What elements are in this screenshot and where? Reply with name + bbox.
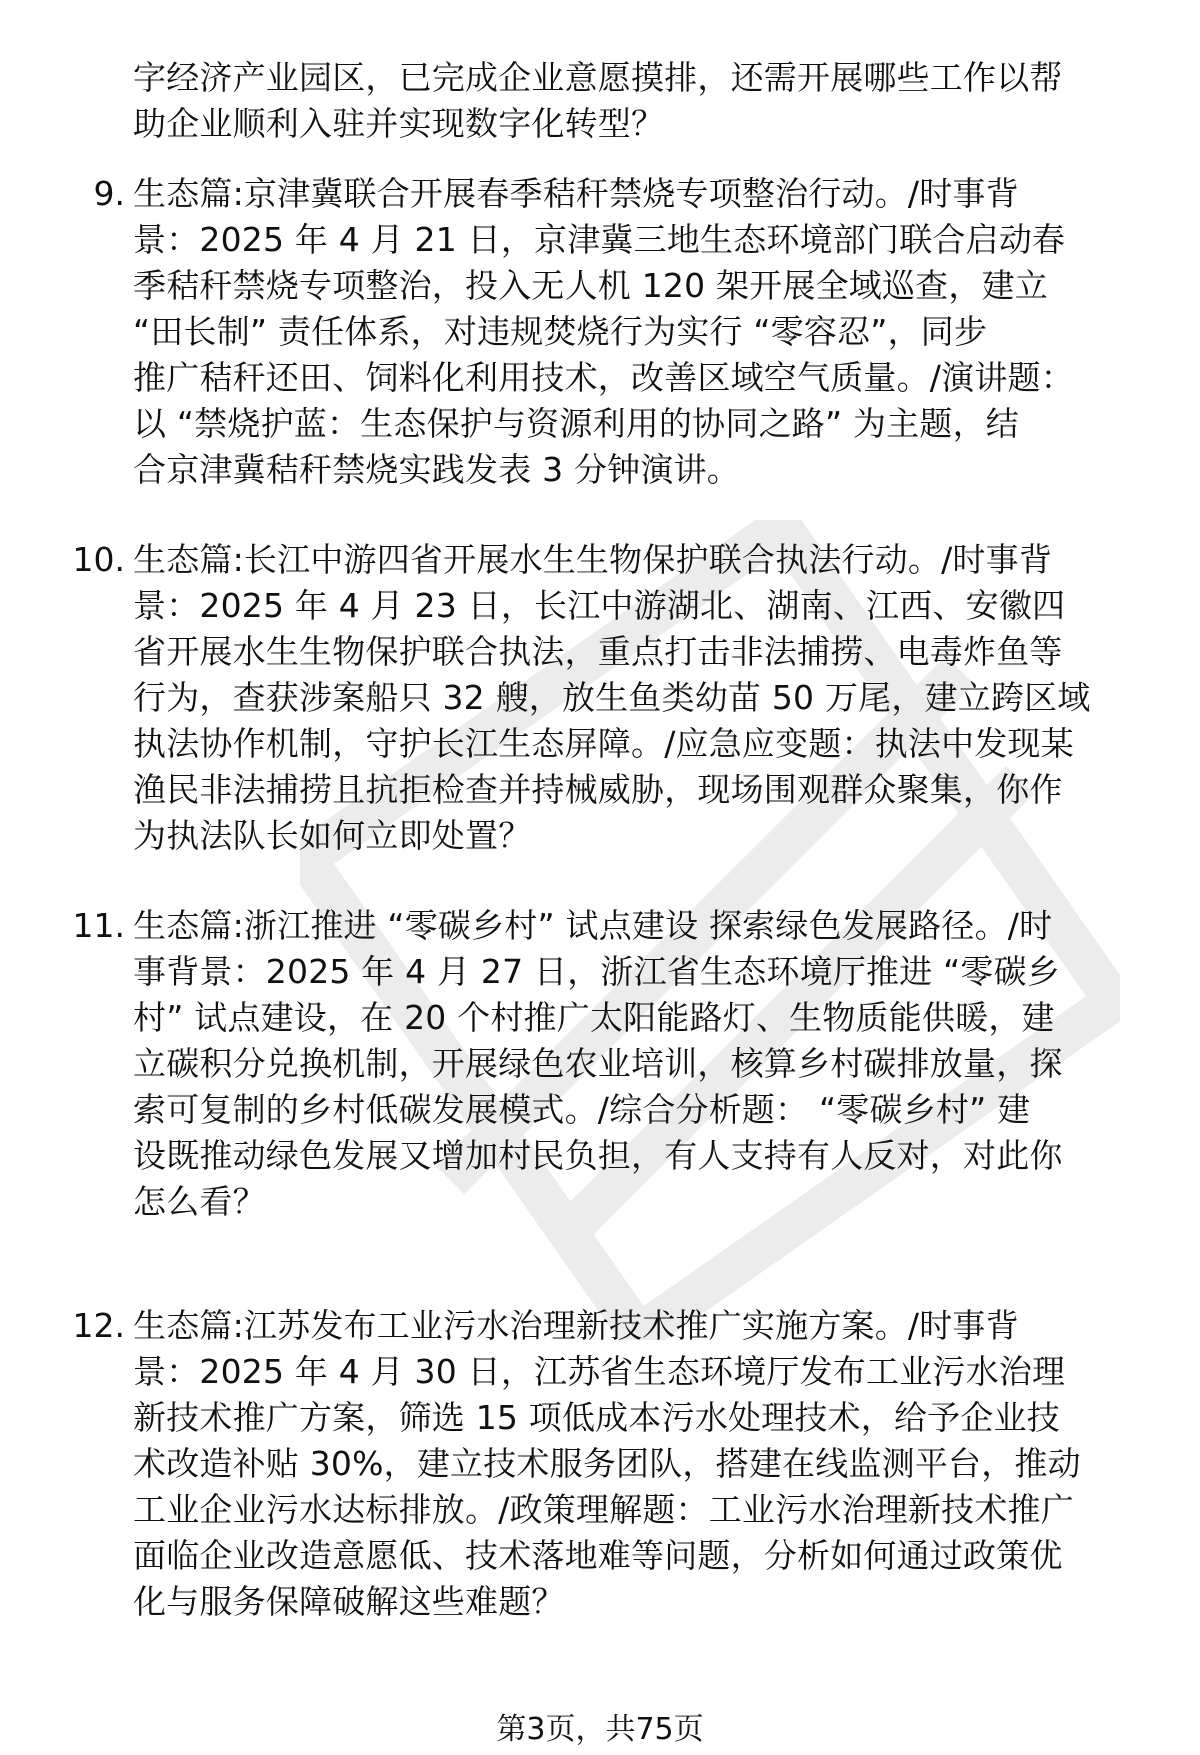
text-line: 生态篇:京津冀联合开展春季秸秆禁烧专项整治行动。/时事背 — [133, 174, 1019, 213]
text-line: 景：2025 年 4 月 23 日，长江中游湖北、湖南、江西、安徽四 — [133, 586, 1066, 625]
text-line: 为执法队长如何立即处置？ — [133, 816, 532, 855]
text-line: 行为，查获涉案船只 32 艘，放生鱼类幼苗 50 万尾，建立跨区域 — [133, 678, 1091, 717]
item-number: 12. — [72, 1306, 125, 1345]
text-line: 景：2025 年 4 月 30 日，江苏省生态环境厅发布工业污水治理 — [133, 1352, 1066, 1391]
text-line: 渔民非法捕捞且抗拒检查并持械威胁，现场围观群众聚集，你作 — [133, 770, 1063, 809]
text-line: 怎么看？ — [133, 1182, 266, 1221]
text-line: 工业企业污水达标排放。/政策理解题：工业污水治理新技术推广 — [133, 1490, 1074, 1529]
item-text — [133, 903, 1163, 1225]
text-line: 推广秸秆还田、饲料化利用技术，改善区域空气质量。/演讲题： — [133, 358, 1074, 397]
text-line: 字经济产业园区，已完成企业意愿摸排，还需开展哪些工作以帮 — [133, 58, 1063, 97]
continuation-paragraph — [133, 55, 1163, 147]
text-line: 事背景：2025 年 4 月 27 日，浙江省生态环境厅推进 “零碳乡 — [133, 952, 1061, 991]
text-line: 执法协作机制，守护长江生态屏障。/应急应变题：执法中发现某 — [133, 724, 1074, 763]
item-text — [133, 1303, 1163, 1625]
text-line: 立碳积分兑换机制，开展绿色农业培训，核算乡村碳排放量，探 — [133, 1044, 1063, 1083]
text-line: 面临企业改造意愿低、技术落地难等问题，分析如何通过政策优 — [133, 1536, 1063, 1575]
item-text — [133, 171, 1163, 493]
text-line: 助企业顺利入驻并实现数字化转型？ — [133, 104, 665, 143]
text-line: 化与服务保障破解这些难题？ — [133, 1582, 565, 1621]
item-number: 9. — [93, 174, 125, 213]
text-line: 季秸秆禁烧专项整治，投入无人机 120 架开展全域巡查，建立 — [133, 266, 1048, 305]
item-number: 10. — [72, 540, 125, 579]
text-line: 索可复制的乡村低碳发展模式。/综合分析题： “零碳乡村” 建 — [133, 1090, 1031, 1129]
text-line: 合京津冀秸秆禁烧实践发表 3 分钟演讲。 — [133, 450, 740, 489]
text-line: 设既推动绿色发展又增加村民负担，有人支持有人反对，对此你 — [133, 1136, 1063, 1175]
text-line: 村” 试点建设，在 20 个村推广太阳能路灯、生物质能供暖，建 — [133, 998, 1055, 1037]
text-line: 景：2025 年 4 月 21 日，京津冀三地生态环境部门联合启动春 — [133, 220, 1066, 259]
text-line: 术改造补贴 30%，建立技术服务团队，搭建在线监测平台，推动 — [133, 1444, 1081, 1483]
text-line: “田长制” 责任体系，对违规焚烧行为实行 “零容忍”，同步 — [133, 312, 988, 351]
text-line: 新技术推广方案，筛选 15 项低成本污水处理技术，给予企业技 — [133, 1398, 1060, 1437]
item-text — [133, 537, 1163, 859]
text-line: 生态篇:浙江推进 “零碳乡村” 试点建设 探索绿色发展路径。/时 — [133, 906, 1053, 945]
text-line: 以 “禁烧护蓝：生态保护与资源利用的协同之路” 为主题，结 — [133, 404, 1019, 443]
item-number: 11. — [72, 906, 125, 945]
text-line: 生态篇:长江中游四省开展水生生物保护联合执法行动。/时事背 — [133, 540, 1053, 579]
text-line: 省开展水生生物保护联合执法，重点打击非法捕捞、电毒炸鱼等 — [133, 632, 1063, 671]
text-line: 生态篇:江苏发布工业污水治理新技术推广实施方案。/时事背 — [133, 1306, 1019, 1345]
page-number-footer: 第3页，共75页 — [496, 1712, 704, 1747]
